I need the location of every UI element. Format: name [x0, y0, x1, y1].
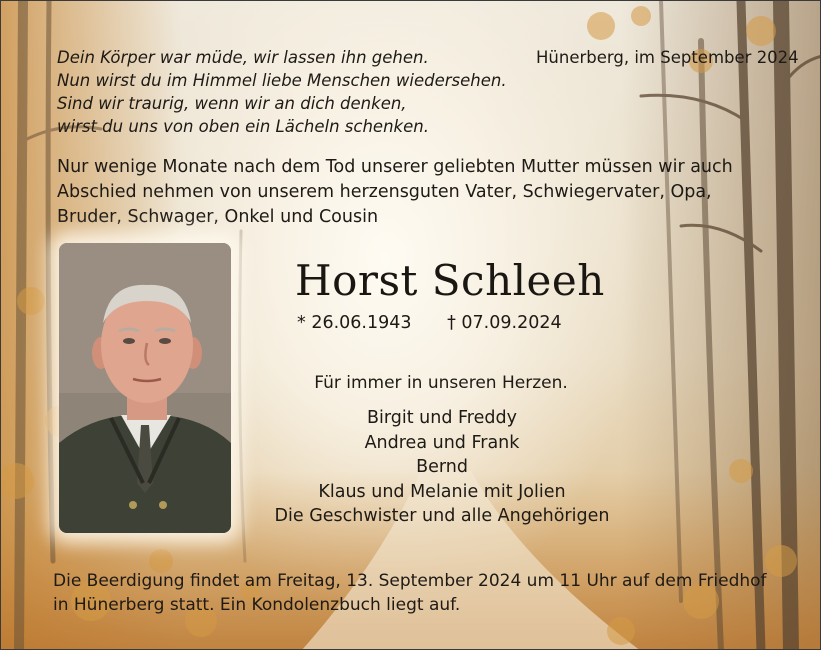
life-dates [297, 311, 562, 335]
funeral-line: Die Beerdigung findet am Freitag, 13. September 2024 um 11 Uhr auf dem Friedhof [53, 571, 767, 591]
death-date: † 07.09.2024 [447, 313, 562, 333]
mourner-line: Andrea und Frank [364, 432, 520, 453]
mourner-line: Birgit und Freddy [367, 408, 517, 428]
poem-line: Sind wir traurig, wenn wir an dich denken, [57, 94, 407, 113]
forever-in-hearts: Für immer in unseren Herzen. [314, 373, 568, 393]
deceased-name: Horst Schleeh [295, 256, 605, 305]
funeral-notice [53, 569, 767, 617]
mourner-line: Klaus und Melanie mit Jolien [318, 481, 566, 502]
poem-line: Nun wirst du im Himmel liebe Menschen wiedersehen. [57, 71, 507, 90]
mourners-list [1, 406, 821, 529]
mourner-line: Bernd [416, 457, 468, 477]
poem-line: Dein Körper war müde, wir lassen ihn gehen. [57, 48, 429, 67]
mourner-line: Die Geschwister und alle Angehörigen [274, 506, 610, 526]
intro-line: Nur wenige Monate nach dem Tod unserer geliebten Mutter müssen wir auch [57, 157, 733, 177]
funeral-line: in Hünerberg statt. Ein Kondolenzbuch liegt auf. [53, 595, 461, 615]
poem [57, 46, 507, 138]
poem-line: wirst du uns von oben ein Lächeln schenken. [57, 117, 429, 136]
place-and-date: Hünerberg, im September 2024 [536, 48, 799, 67]
announcement-intro [57, 155, 733, 230]
intro-line: Bruder, Schwager, Onkel und Cousin [57, 207, 379, 227]
birth-date: * 26.06.1943 [297, 313, 412, 333]
intro-line: Abschied nehmen von unserem herzensguten Vater, Schwiegervater, Opa, [57, 182, 712, 202]
